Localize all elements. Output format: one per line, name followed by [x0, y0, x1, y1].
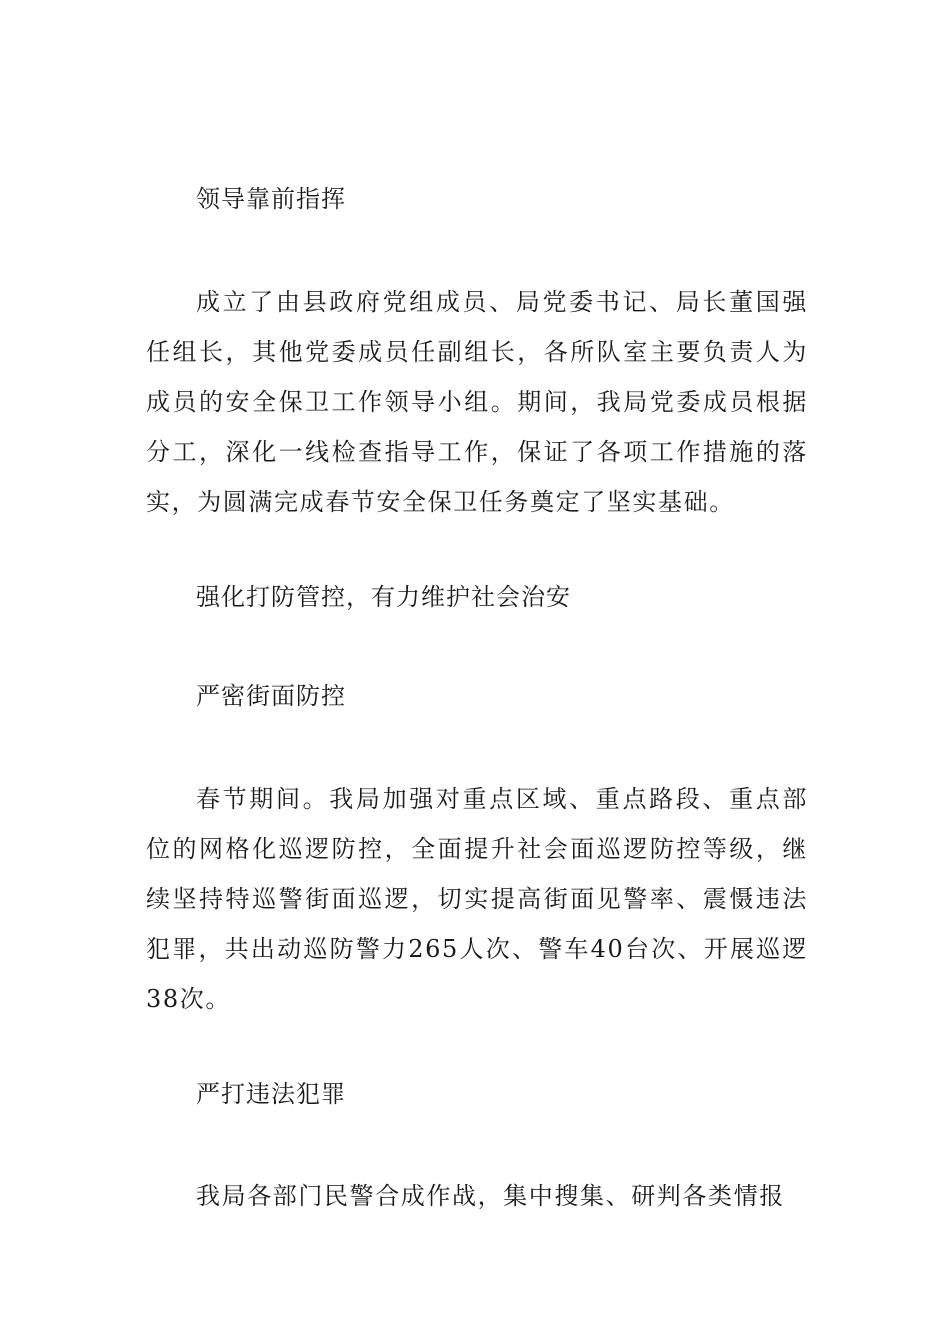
paragraph-street-patrol: 春节期间。我局加强对重点区域、重点路段、重点部位的网格化巡逻防控，全面提升社会面巡逻防控等级，继续坚持特巡警街面巡逻，切实提高街面见警率、震慑违法犯罪，共出动巡防警力265人次、警车40台次、开展巡逻38次。 — [146, 785, 808, 1013]
section-heading-crackdown: 严打违法犯罪 — [196, 1080, 346, 1108]
section-heading-strengthen-control: 强化打防管控，有力维护社会治安 — [196, 583, 571, 611]
section-heading-street-control: 严密街面防控 — [196, 682, 346, 710]
paragraph-crackdown: 我局各部门民警合成作战，集中搜集、研判各类情报 — [196, 1182, 785, 1210]
paragraph-leadership-group: 成立了由县政府党组成员、局党委书记、局长董国强任组长，其他党委成员任副组长，各所队室主要负责人为成员的安全保卫工作领导小组。期间，我局党委成员根据分工，深化一线检查指导工作，保证了各项工作措施的落实，为圆满完成春节安全保卫任务奠定了坚实基础。 — [146, 288, 808, 516]
section-heading-leadership: 领导靠前指挥 — [196, 185, 346, 213]
